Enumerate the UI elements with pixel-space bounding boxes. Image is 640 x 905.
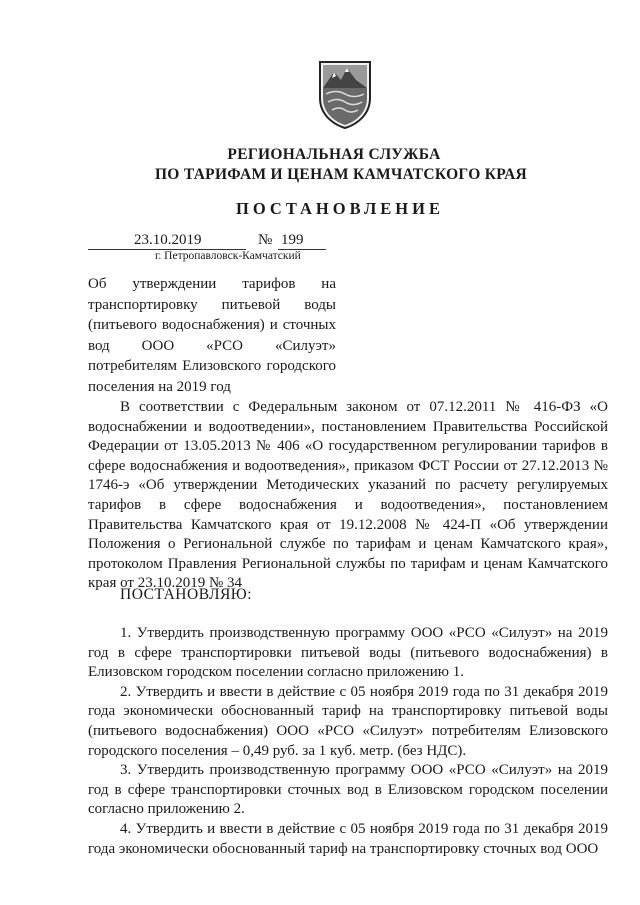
number-sign: № (258, 232, 273, 248)
org-name-line1: РЕГИОНАЛЬНАЯ СЛУЖБА (227, 146, 441, 163)
decree-item: 3. Утвердить производственную программу ООО «РСО «Силуэт» на 2019 год в сфере транспортировки сточных вод в Елизовском городском поселении согласно приложению 2. (88, 762, 608, 818)
org-name-line2: ПО ТАРИФАМ И ЦЕНАМ КАМЧАТСКОГО КРАЯ (154, 166, 528, 183)
document-date: 23.10.2019 (134, 232, 202, 248)
kamchatka-coat-of-arms-icon (314, 58, 376, 130)
decree-item: 2. Утвердить и ввести в действие с 05 ноября 2019 года по 31 декабря 2019 года экономически обоснованный тариф на транспортировку питьевой воды (питьевого водоснабжения) ООО «РСО «Силуэт» потребителям Елизовского городского поселения – 0,49 руб. за 1 куб. метр. (без НДС). (88, 683, 608, 759)
decree-item: 4. Утвердить и ввести в действие с 05 ноября 2019 года по 31 декабря 2019 года экономически обоснованный тариф на транспортировку сточных вод ООО (88, 820, 608, 857)
document-type-title: ПОСТАНОВЛЕНИЕ (236, 199, 444, 218)
document-city: г. Петропавловск-Камчатский (155, 250, 301, 262)
decree-word: ПОСТАНОВЛЯЮ: (120, 586, 253, 603)
decree-items (88, 624, 608, 859)
decree-item: 1. Утвердить производственную программу ООО «РСО «Силуэт» на 2019 год в сфере транспортировки питьевой воды (питьевого водоснабжения) в Елизовском городском поселении согласно приложению 1. (88, 625, 608, 681)
document-number: 199 (281, 232, 304, 248)
document-subject: Об утверждении тарифов на транспортировку питьевой воды (питьевого водоснабжения) и сточных вод ООО «РСО «Силуэт» потребителям Елизовского городского поселения на 2019 год (88, 276, 336, 395)
preamble-paragraph: В соответствии с Федеральным законом от 07.12.2011 № 416-ФЗ «О водоснабжении и водоотведении», постановлением Правительства Российской Федерации от 13.05.2013 № 406 «О государственном регулировании тарифов в сфере водоснабжения и водоотведения», приказом ФСТ России от 27.12.2013 № 1746-э «Об утверждении Методических указаний по расчету регулируемых тарифов в сфере водоснабжения и водоотведения», постановлением Правительства Камчатского края от 19.12.2008 № 424-П «Об утверждении Положения о Региональной службе по тарифам и ценам Камчатского края», протоколом Правления Региональной службы по тарифам и ценам Камчатского края от 23.10.2019 № 34 (88, 399, 608, 592)
